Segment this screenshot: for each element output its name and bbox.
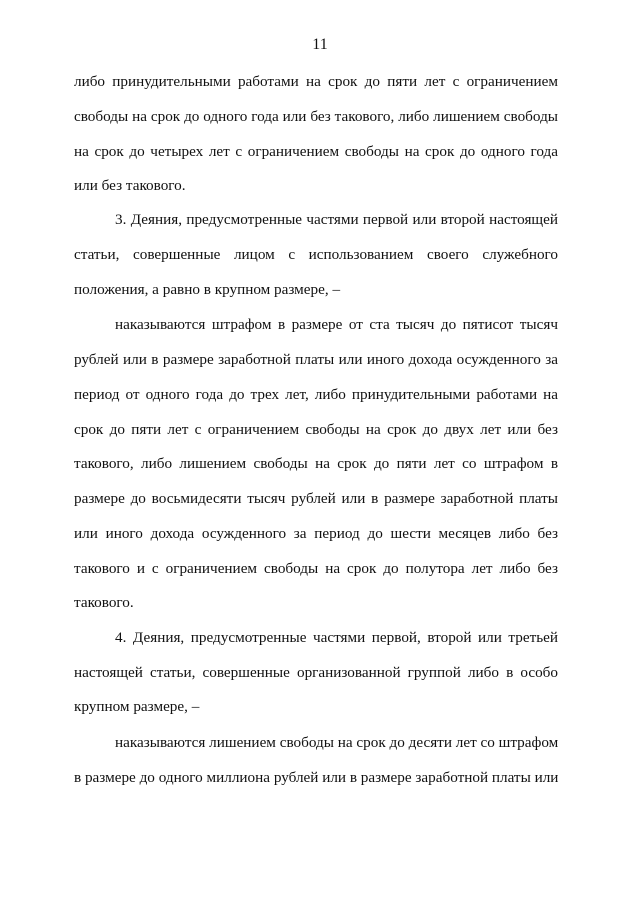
text-line: или без такового. [74,177,186,194]
text-line: статьи, совершенные лицом с использованием своего служебного [74,246,558,263]
text-line: в размере до одного миллиона рублей или в размере заработной платы или [74,769,559,786]
text-line: крупном размере, – [74,698,200,715]
text-line: такового. [74,594,134,611]
text-line: либо принудительными работами на срок до пяти лет с ограничением [74,73,558,90]
text-line: размере до восьмидесяти тысяч рублей или в размере заработной платы [74,490,558,507]
page-number: 11 [312,36,328,53]
text-line: наказываются штрафом в размере от ста тысяч до пятисот тысяч [115,316,558,333]
text-line: 4. Деяния, предусмотренные частями первой, второй или третьей [115,629,558,646]
text-line: 3. Деяния, предусмотренные частями первой или второй настоящей [115,211,558,228]
text-line: или иного дохода осужденного за период до шести месяцев либо без [74,525,558,542]
text-line: на срок до четырех лет с ограничением свободы на срок до одного года [74,143,558,160]
text-line: наказываются лишением свободы на срок до десяти лет со штрафом [115,734,559,751]
text-line: положения, а равно в крупном размере, – [74,281,341,298]
text-line: свободы на срок до одного года или без такового, либо лишением свободы [74,108,558,125]
text-line: настоящей статьи, совершенные организованной группой либо в особо [74,664,558,681]
text-line: такового и с ограничением свободы на срок до полутора лет либо без [74,560,558,577]
text-line: рублей или в размере заработной платы или иного дохода осужденного за [74,351,558,368]
text-line: такового, либо лишением свободы на срок до пяти лет со штрафом в [74,455,558,472]
text-line: период от одного года до трех лет, либо принудительными работами на [74,386,558,403]
text-line: срок до пяти лет с ограничением свободы на срок до двух лет или без [74,421,558,438]
